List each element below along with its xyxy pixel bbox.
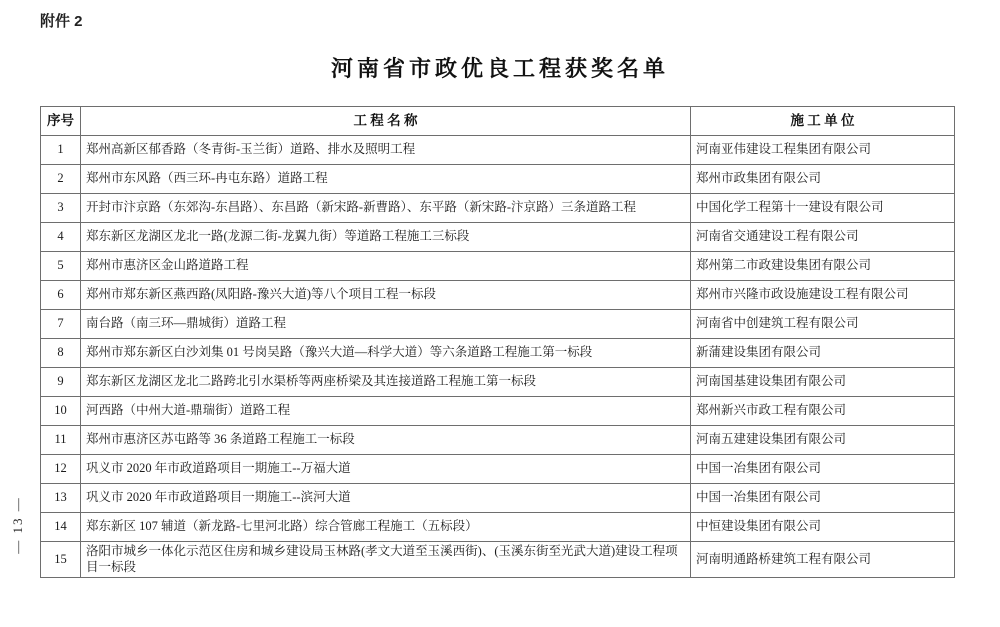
- project-name-cell: 郑州高新区郁香路（冬青街-玉兰街）道路、排水及照明工程: [81, 136, 691, 165]
- serial-number-cell: 10: [41, 397, 81, 426]
- serial-number-cell: 7: [41, 310, 81, 339]
- table-row: [41, 484, 955, 513]
- serial-number-cell: 6: [41, 281, 81, 310]
- construction-unit-cell: 中国化学工程第十一建设有限公司: [691, 194, 955, 223]
- serial-number-cell: 13: [41, 484, 81, 513]
- serial-number-cell: 9: [41, 368, 81, 397]
- construction-unit-cell: 河南省中创建筑工程有限公司: [691, 310, 955, 339]
- table-row: [41, 194, 955, 223]
- project-name-cell: 郑州市惠济区金山路道路工程: [81, 252, 691, 281]
- page-title: 河南省市政优良工程获奖名单: [330, 56, 669, 81]
- table-row: [41, 310, 955, 339]
- project-name-cell: 河西路（中州大道-鼎瑞街）道路工程: [81, 397, 691, 426]
- construction-unit-cell: 中国一冶集团有限公司: [691, 484, 955, 513]
- construction-unit-cell: 河南亚伟建设工程集团有限公司: [691, 136, 955, 165]
- construction-unit-cell: 郑州第二市政建设集团有限公司: [691, 252, 955, 281]
- serial-number-cell: 8: [41, 339, 81, 368]
- serial-number-cell: 11: [41, 426, 81, 455]
- project-name-cell: 郑东新区龙湖区龙北一路(龙源二街-龙翼九街）等道路工程施工三标段: [81, 223, 691, 252]
- construction-unit-cell: 河南五建建设集团有限公司: [691, 426, 955, 455]
- table-row: [41, 223, 955, 252]
- table-row: [41, 513, 955, 542]
- table-row: [41, 281, 955, 310]
- project-name-cell: 巩义市 2020 年市政道路项目一期施工--滨河大道: [81, 484, 691, 513]
- project-name-cell: 郑州市东风路（西三环-冉屯东路）道路工程: [81, 165, 691, 194]
- serial-number-cell: 3: [41, 194, 81, 223]
- table-header: [41, 107, 955, 136]
- table-row: [41, 455, 955, 484]
- table-row: [41, 339, 955, 368]
- table-row: [41, 426, 955, 455]
- project-name-cell: 郑州市郑东新区燕西路(凤阳路-豫兴大道)等八个项目工程一标段: [81, 281, 691, 310]
- table-row: [41, 136, 955, 165]
- table-body: [41, 136, 955, 578]
- project-name-cell: 巩义市 2020 年市政道路项目一期施工--万福大道: [81, 455, 691, 484]
- table-row: [41, 368, 955, 397]
- project-name-cell: 郑东新区龙湖区龙北二路跨北引水渠桥等两座桥梁及其连接道路工程施工第一标段: [81, 368, 691, 397]
- table-header-row: [41, 107, 955, 136]
- project-name-cell: 郑东新区 107 辅道（新龙路-七里河北路）综合管廊工程施工（五标段）: [81, 513, 691, 542]
- construction-unit-cell: 河南国基建设集团有限公司: [691, 368, 955, 397]
- construction-unit-cell: 郑州市兴隆市政设施建设工程有限公司: [691, 281, 955, 310]
- serial-number-cell: 5: [41, 252, 81, 281]
- construction-unit-cell: 郑州新兴市政工程有限公司: [691, 397, 955, 426]
- construction-unit-cell: 中国一冶集团有限公司: [691, 455, 955, 484]
- construction-unit-cell: 郑州市政集团有限公司: [691, 165, 955, 194]
- construction-unit-cell: 河南省交通建设工程有限公司: [691, 223, 955, 252]
- project-name-cell: 洛阳市城乡一体化示范区住房和城乡建设局玉林路(孝文大道至玉溪西街)、(玉溪东街至光武大道)建设工程项目一标段: [81, 542, 691, 578]
- project-name-cell: 南台路（南三环—鼎城街）道路工程: [81, 310, 691, 339]
- serial-number-cell: 14: [41, 513, 81, 542]
- page-number: — 13 —: [10, 496, 25, 554]
- serial-number-cell: 1: [41, 136, 81, 165]
- table-row: [41, 165, 955, 194]
- header-construction-unit: 施 工 单 位: [691, 107, 955, 136]
- construction-unit-cell: 新蒲建设集团有限公司: [691, 339, 955, 368]
- award-table: [40, 106, 955, 578]
- construction-unit-cell: 河南明通路桥建筑工程有限公司: [691, 542, 955, 578]
- project-name-cell: 郑州市郑东新区白沙刘集 01 号岗吴路（豫兴大道—科学大道）等六条道路工程施工第一标段: [81, 339, 691, 368]
- table-row: [41, 397, 955, 426]
- serial-number-cell: 15: [41, 542, 81, 578]
- serial-number-cell: 12: [41, 455, 81, 484]
- table-row: [41, 542, 955, 578]
- serial-number-cell: 2: [41, 165, 81, 194]
- serial-number-cell: 4: [41, 223, 81, 252]
- project-name-cell: 开封市汴京路（东郊沟-东昌路）、东昌路（新宋路-新曹路）、东平路（新宋路-汴京路）三条道路工程: [81, 194, 691, 223]
- header-project-name: 工 程 名 称: [81, 107, 691, 136]
- table-row: [41, 252, 955, 281]
- construction-unit-cell: 中恒建设集团有限公司: [691, 513, 955, 542]
- project-name-cell: 郑州市惠济区苏屯路等 36 条道路工程施工一标段: [81, 426, 691, 455]
- header-serial-number: 序号: [41, 107, 81, 136]
- attachment-label: 附件 2: [40, 13, 83, 30]
